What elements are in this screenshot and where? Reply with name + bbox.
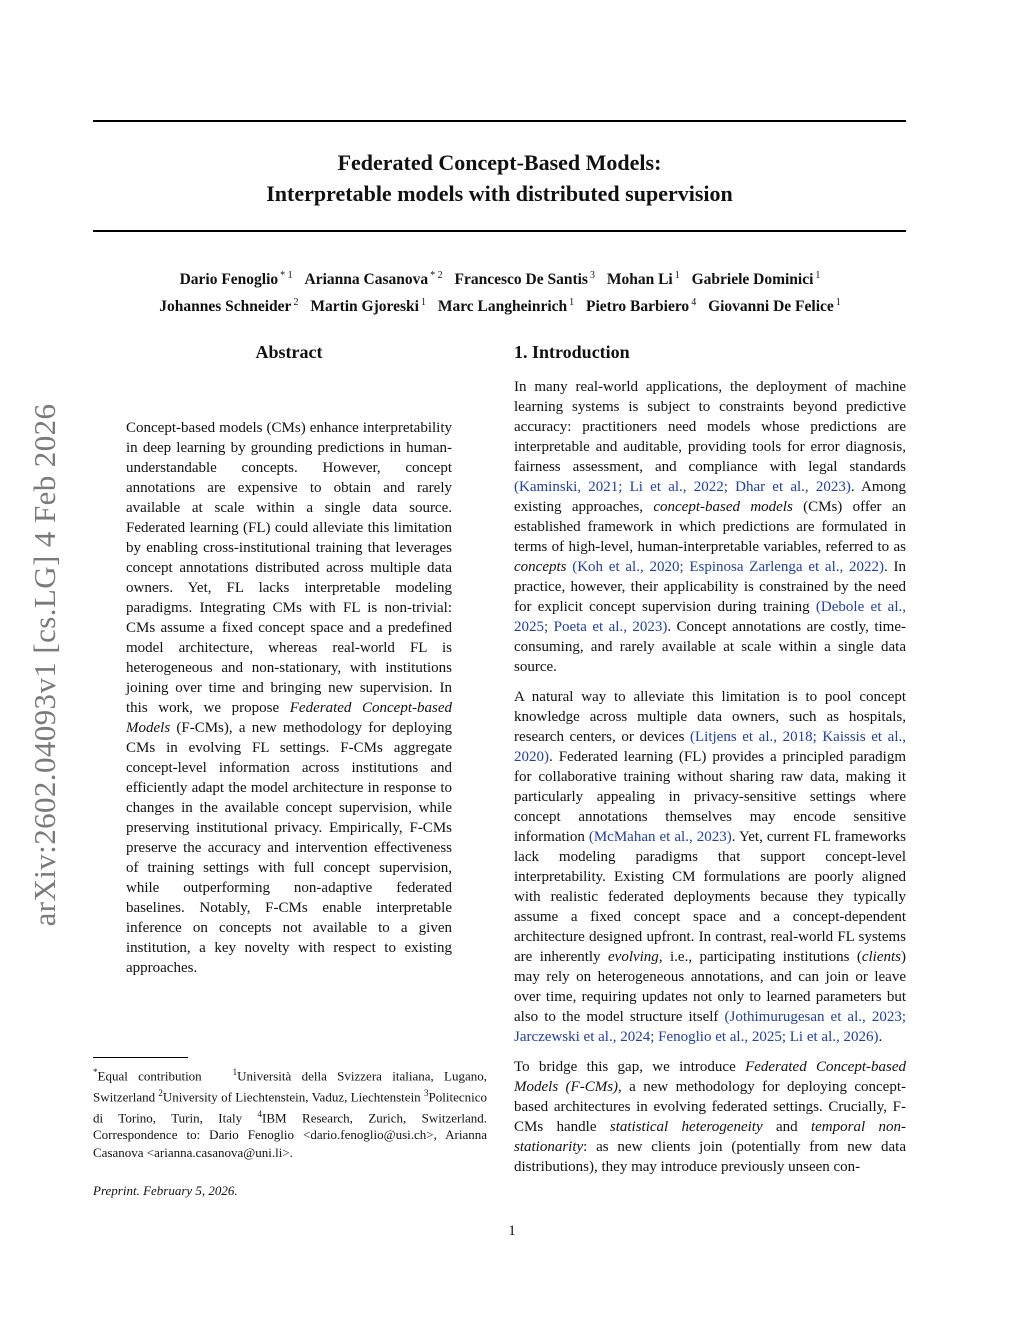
author: Francesco De Santis $^3$ xyxy=(454,270,595,289)
arxiv-identifier[interactable]: arXiv:2602.04093v1 [cs.LG] 4 Feb 2026 xyxy=(27,403,62,927)
author: Johannes Schneider $^2$ xyxy=(159,297,299,316)
section-heading-introduction: 1. Introduction xyxy=(514,342,630,362)
abstract-body: Concept-based models (CMs) enhance interpretability in deep learning by grounding predictions in human-understandable concepts. However, concept annotations are expensive to obtain and rarely available at scale within a single data source. Federated learning (FL) could alleviate this limitation by enabling cross-institutional training that leverages concept annotations distributed across multiple data owners. Yet, FL lacks interpretable modeling paradigms. Integrating CMs with FL is non-trivial: CMs assume a fixed concept space and a predefined model architecture, whereas real-world FL is heterogeneous and non-stationary, with institutions joining over time and bringing new supervision. In this work, we propose Federated Concept-based Models (F-CMs), a new methodology for deploying CMs in evolving FL settings. F-CMs aggregate concept-level information across institutions and efficiently adapt the model architecture in response to changes in the available concept supervision, while preserving institutional privacy. Empirically, F-CMs preserve the accuracy and intervention effectiveness of training settings with full concept supervision, while outperforming non-adaptive federated baselines. Notably, F-CMs enable interpretable inference on concepts not available to a given institution, a key novelty with respect to existing approaches. xyxy=(126,420,452,976)
affiliations-footnote: *Equal contribution $^1$Università della Svizzera italiana, Lugano, Switzerland $^2$University of Liechtenstein, Vaduz, Liechtenstein $^3$Politecnico di Torino, Turin, Italy $^4$IBM Research, Zurich, Switzerland. Correspondence to: Dario Fenoglio <dario.fenoglio@usi.ch>, Arianna Casanova <arianna.casanova@uni.li>. xyxy=(93,1067,488,1160)
author-line-1 xyxy=(60,264,940,291)
citation-link[interactable]: (Jothimurugesan et al., 2023; Jarczewski et al., 2024; Fenoglio et al., 2025; Li et al., 2026) xyxy=(514,1009,906,1045)
intro-paragraph-2: A natural way to alleviate this limitation is to pool concept knowledge across multiple data owners, such as hospitals, research centers, or devices (Litjens et al., 2018; Kaissis et al., 2020). Federated learning (FL) provides a principled paradigm for collaborative training without sharing raw data, making it particularly appealing in privacy-sensitive settings where concept annotations themselves may encode sensitive information (McMahan et al., 2023). Yet, current FL frameworks lack modeling paradigms that support concept-level interpretability. Existing CM formulations are poorly aligned with realistic federated deployments because they typically assume a fixed concept space and a concept-dependent architecture designed upfront. In contrast, real-world FL systems are inherently evolving, i.e., participating institutions (clients) may rely on heterogeneous annotations, and can join or leave over time, requiring updates not only to learned parameters but also to the model structure itself (Jothimurugesan et al., 2023; Jarczewski et al., 2024; Fenoglio et al., 2025; Li et al., 2026). xyxy=(514,689,907,1045)
author: Pietro Barbiero $^4$ xyxy=(586,297,697,316)
author: Giovanni De Felice $^1$ xyxy=(708,297,841,316)
title-line-2: Interpretable models with distributed supervision xyxy=(266,181,733,206)
citation-link[interactable]: (Debole et al., 2025; Poeta et al., 2023) xyxy=(514,599,906,635)
title-bottom-rule xyxy=(93,230,906,232)
author-list xyxy=(60,264,940,318)
author: Arianna Casanova $^{* 2}$ xyxy=(304,270,443,289)
author: Mohan Li $^1$ xyxy=(606,270,680,289)
author-line-2 xyxy=(60,291,940,318)
author: Gabriele Dominici $^1$ xyxy=(691,270,821,289)
abstract-heading: Abstract xyxy=(255,342,323,362)
citation-link[interactable]: (Kaminski, 2021; Li et al., 2022; Dhar et al., 2023) xyxy=(514,479,851,495)
citation-link[interactable]: (Litjens et al., 2018; Kaissis et al., 2020) xyxy=(514,729,907,765)
author: Dario Fenoglio $^{* 1}$ xyxy=(179,270,293,289)
citation-link[interactable]: (McMahan et al., 2023) xyxy=(588,829,732,845)
introduction-body xyxy=(514,377,906,1187)
abstract-emphasis: Federated Concept-based Models xyxy=(126,700,452,736)
arxiv-sidebar xyxy=(0,380,90,950)
citation-link[interactable]: (Koh et al., 2020; Espinosa Zarlenga et al., 2022) xyxy=(572,559,884,575)
title-line-1: Federated Concept-Based Models: xyxy=(337,150,662,175)
footnote-rule xyxy=(93,1057,188,1058)
page-number: 1 xyxy=(508,1223,516,1239)
author: Martin Gjoreski $^1$ xyxy=(310,297,426,316)
intro-paragraph-3: To bridge this gap, we introduce Federated Concept-based Models (F-CMs), a new methodology for deploying concept-based architectures in evolving federated settings. Crucially, F-CMs handle statistical heterogeneity and temporal non-stationarity: as new clients join (potentially from new data distributions), they may introduce previously unseen con- xyxy=(514,1059,906,1175)
preprint-date: Preprint. February 5, 2026. xyxy=(93,1183,238,1198)
intro-paragraph-1: In many real-world applications, the deployment of machine learning systems is subject to constraints beyond predictive accuracy: practitioners need models whose predictions are interpretable and auditable, providing tools for error diagnosis, fairness assessment, and compliance with legal standards (Kaminski, 2021; Li et al., 2022; Dhar et al., 2023). Among existing approaches, concept-based models (CMs) offer an established framework in which predictions are formulated in terms of high-level, human-interpretable variables, referred to as concepts (Koh et al., 2020; Espinosa Zarlenga et al., 2022). In practice, however, their applicability is constrained by the need for explicit concept supervision during training (Debole et al., 2025; Poeta et al., 2023). Concept annotations are costly, time-consuming, and rarely available at scale within a single data source. xyxy=(514,379,907,675)
author: Marc Langheinrich $^1$ xyxy=(437,297,575,316)
title-top-rule xyxy=(93,120,906,122)
paper-title xyxy=(93,147,906,209)
